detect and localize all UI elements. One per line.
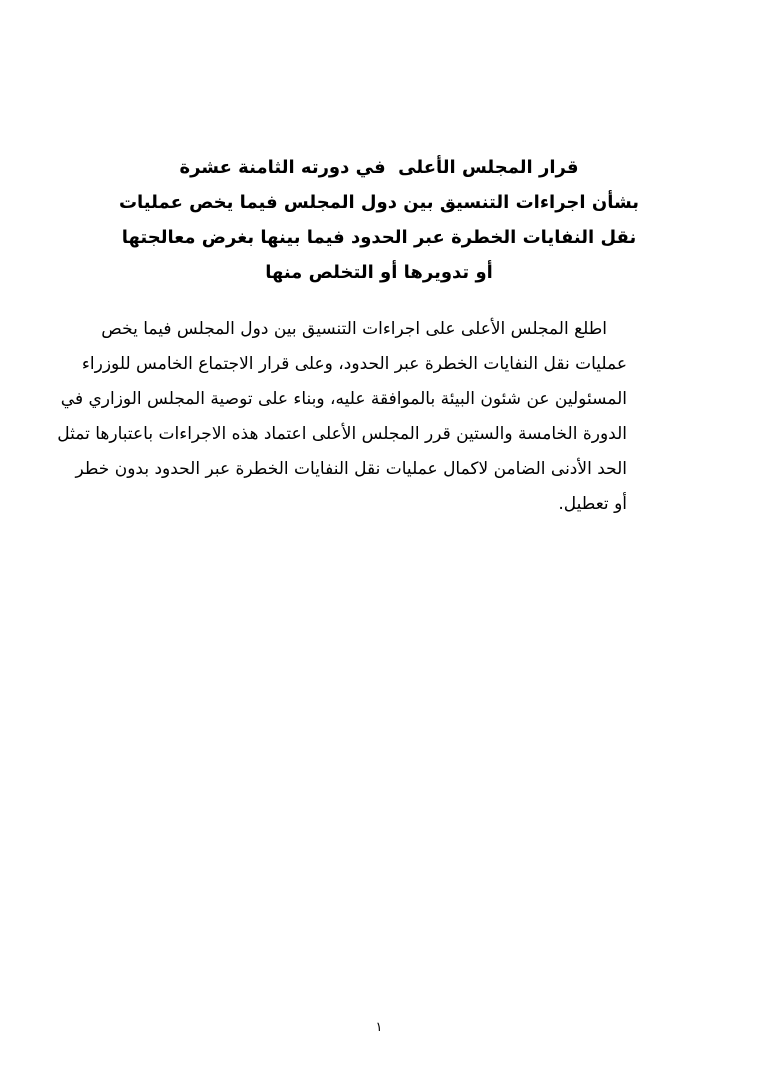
- paragraph-line-1: اطلع المجلس الأعلى على اجراءات التنسيق بين دول المجلس فيما يخص: [101, 319, 607, 339]
- paragraph-line-5: الحد الأدنى الضامن لاكمال عمليات نقل النفايات الخطرة عبر الحدود بدون خطر: [75, 459, 627, 479]
- body-paragraph: [57, 312, 627, 522]
- paragraph-line-4: الدورة الخامسة والستين قرر المجلس الأعلى اعتماد هذه الاجراءات باعتبارها تمثل: [57, 424, 627, 444]
- paragraph-line-3: المسئولين عن شئون البيئة بالموافقة عليه، وبناء على توصية المجلس الوزاري في: [60, 389, 627, 409]
- paragraph-line-6: أو تعطيل.: [558, 494, 627, 514]
- paragraph-line-2: عمليات نقل النفايات الخطرة عبر الحدود، وعلى قرار الاجتماع الخامس للوزراء: [81, 354, 627, 374]
- page-number: ١: [375, 1020, 383, 1035]
- title-line-4: أو تدويرها أو التخلص منها: [265, 262, 493, 283]
- document-title: [90, 150, 668, 290]
- title-line-2: بشأن اجراءات التنسيق بين دول المجلس فيما يخص عمليات: [118, 192, 640, 213]
- title-line-3: نقل النفايات الخطرة عبر الحدود فيما بينها بغرض معالجتها: [121, 227, 637, 248]
- title-line-1: قرار المجلس الأعلى في دورته الثامنة عشرة: [179, 157, 579, 178]
